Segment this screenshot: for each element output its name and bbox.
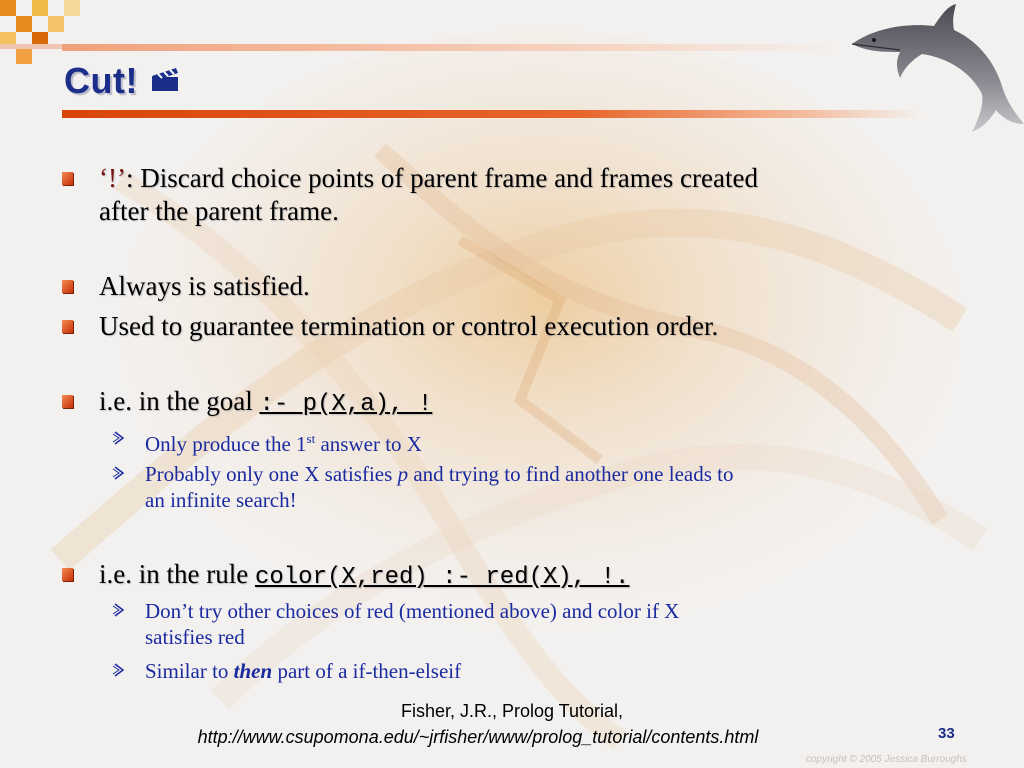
- square-bullet-icon: [62, 568, 73, 581]
- citation-author: Fisher, J.R., Prolog Tutorial,: [400, 701, 624, 721]
- slide-title: [64, 60, 180, 102]
- code-snippet: :- p(X,a), !: [259, 391, 433, 418]
- bullet-text: [99, 385, 432, 421]
- sub-bullet-text: Don’t try other choices of red (mentioned above) and color if X: [145, 599, 680, 623]
- arrow-bullet-icon: [112, 663, 126, 677]
- square-bullet-icon: [62, 280, 73, 293]
- arrow-bullet-icon: [112, 603, 126, 617]
- sub-text: Only produce the 1: [145, 432, 307, 456]
- bullet-line: i.e. in the rule: [99, 559, 255, 589]
- copyright-text: copyright © 2005 Jessica Burroughs: [806, 754, 967, 765]
- bullet-text: Used to guarantee termination or control execution order.: [99, 311, 719, 341]
- cut-operator: ‘!’: [99, 163, 126, 193]
- bullet-text-continued: after the parent frame.: [99, 196, 339, 226]
- slide-title-text: Cut!: [64, 60, 138, 101]
- clapperboard-icon: [150, 60, 180, 102]
- sub-bullet-text-continued: an infinite search!: [145, 488, 297, 512]
- emphasis: then: [233, 659, 273, 683]
- arrow-bullet-icon: [112, 466, 126, 480]
- header-line-left: [0, 44, 62, 49]
- footer-citation: [0, 698, 1024, 750]
- bullet-line: i.e. in the goal: [99, 386, 260, 416]
- emphasis: p: [397, 462, 409, 486]
- citation-url[interactable]: http://www.csupomona.edu/~jrfisher/www/prolog_tutorial/contents.html: [197, 727, 759, 747]
- square-bullet-icon: [62, 172, 73, 185]
- bullet-line: : Discard choice points of parent frame and frames created: [125, 163, 758, 193]
- sub-text: and trying to find another one leads to: [408, 462, 734, 486]
- code-snippet: color(X,red) :- red(X), !.: [254, 564, 630, 591]
- title-underline: [62, 110, 922, 118]
- dolphin-image: [838, 2, 1024, 134]
- sub-bullet-text: [145, 658, 461, 684]
- bullet-text: [99, 162, 758, 195]
- page-number: 33: [938, 725, 955, 742]
- logo-checker: [0, 0, 80, 64]
- sub-bullet-text: [145, 461, 733, 487]
- sub-text: Probably only one X satisfies: [145, 462, 398, 486]
- sub-bullet-text-continued: satisfies red: [145, 625, 245, 649]
- header-line: [62, 44, 842, 51]
- superscript: st: [306, 431, 316, 446]
- sub-bullet-text: [145, 426, 422, 457]
- sub-text: part of a if-then-elseif: [272, 659, 462, 683]
- bullet-text: [99, 558, 629, 594]
- arrow-bullet-icon: [112, 431, 126, 445]
- sub-text: Similar to: [145, 659, 234, 683]
- square-bullet-icon: [62, 395, 73, 408]
- sub-text: answer to X: [315, 432, 422, 456]
- bullet-text: Always is satisfied.: [99, 271, 310, 301]
- square-bullet-icon: [62, 320, 73, 333]
